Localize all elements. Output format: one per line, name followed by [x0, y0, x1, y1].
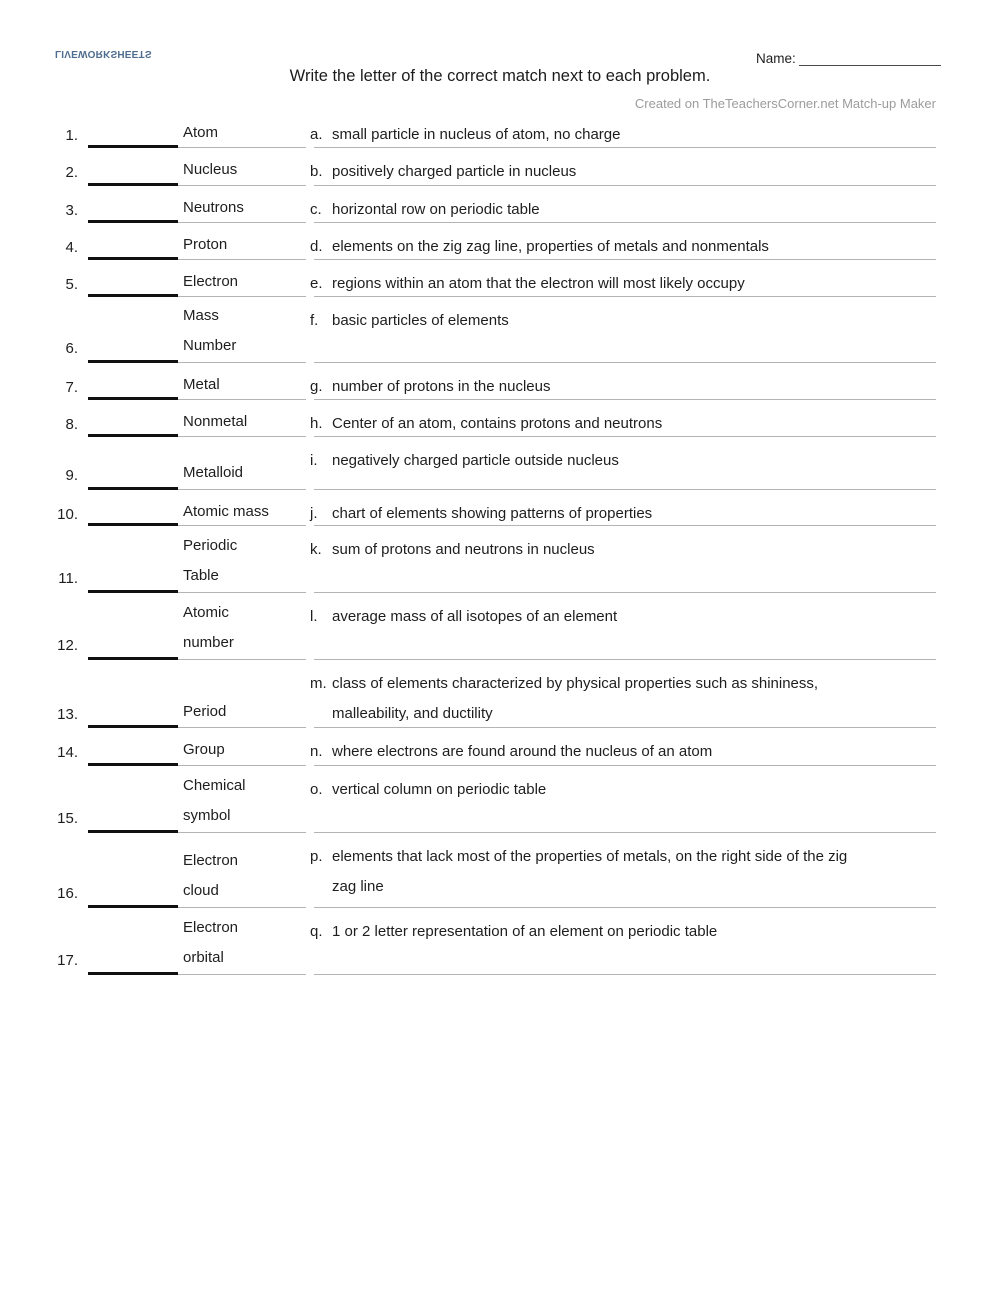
term-text: Table [183, 567, 219, 584]
term-text: orbital [183, 949, 224, 966]
answer-blank-cell [78, 593, 178, 660]
term-text: Chemical [183, 777, 246, 794]
choice-letter: n. [310, 743, 323, 760]
choice-letter: b. [310, 163, 323, 180]
term [178, 301, 305, 363]
definition [327, 593, 936, 632]
term-text: Electron [183, 852, 239, 869]
answer-blank-cell [78, 660, 178, 729]
credit-line: Created on TheTeachersCorner.net Match-up Maker [634, 96, 936, 111]
problem-number: 10. [57, 506, 78, 523]
term [178, 598, 305, 660]
term-text: Atom [183, 124, 219, 141]
problem-number: 12. [57, 637, 78, 654]
term [178, 735, 305, 767]
term [178, 267, 305, 299]
definition-text: horizontal row on periodic table [332, 201, 540, 218]
term-text: number [183, 634, 234, 651]
definition [327, 148, 936, 187]
choice-letter: m. [310, 675, 327, 692]
definition-text: average mass of all isotopes of an element [332, 608, 618, 625]
term-text: Mass [183, 307, 219, 324]
problem-number: 11. [58, 570, 78, 587]
choice-letter: j. [310, 505, 318, 522]
definition [327, 660, 936, 729]
answer-blank-cell [78, 526, 178, 593]
choice-letter: k. [310, 541, 322, 558]
answer-blank-cell [78, 908, 178, 975]
term-text: Nonmetal [183, 413, 248, 430]
definition [327, 363, 936, 402]
answer-blank-cell [78, 223, 178, 262]
term-text: cloud [183, 882, 219, 899]
problem-number: 9. [65, 467, 78, 484]
match-row [40, 593, 936, 660]
definition-text: zag line [332, 878, 384, 895]
definition [327, 490, 936, 529]
definition-text: elements that lack most of the properties of metals, on the right side of the zig [332, 848, 848, 865]
match-row [40, 297, 936, 363]
problem-number: 3. [65, 202, 78, 219]
definition-text: small particle in nucleus of atom, no charge [332, 126, 621, 143]
match-row [40, 908, 936, 975]
problem-number: 13. [57, 706, 78, 723]
definition [327, 526, 936, 565]
definition-text: positively charged particle in nucleus [332, 163, 577, 180]
definition-text: class of elements characterized by physical properties such as shininess, [332, 675, 819, 692]
name-input-line[interactable] [799, 50, 941, 66]
definition [327, 223, 936, 262]
liveworksheets-logo: LIVEWORKSHEETS [55, 48, 152, 59]
answer-blank-cell [78, 297, 178, 363]
answer-blank-cell [78, 363, 178, 402]
choice-letter: l. [310, 608, 318, 625]
problem-number: 14. [57, 744, 78, 761]
term-text: Period [183, 703, 227, 720]
definition-text: chart of elements showing patterns of properties [332, 505, 653, 522]
choice-letter: d. [310, 238, 323, 255]
term [178, 846, 305, 908]
answer-blank-cell [78, 833, 178, 908]
answer-blank-cell [78, 111, 178, 150]
problem-number: 15. [57, 810, 78, 827]
term [178, 913, 305, 975]
definition [327, 908, 936, 947]
term [178, 697, 305, 729]
answer-blank-cell [78, 437, 178, 490]
term-text: Atomic [183, 604, 229, 621]
definition-text: malleability, and ductility [332, 705, 493, 722]
answer-blank-cell [78, 400, 178, 439]
term-text: Electron [183, 273, 239, 290]
term-text: Group [183, 741, 225, 758]
name-field [756, 50, 941, 66]
choice-letter: o. [310, 781, 323, 798]
problem-number: 6. [65, 340, 78, 357]
match-row [40, 186, 936, 223]
term [178, 118, 305, 150]
answer-blank-cell [78, 766, 178, 833]
problem-number: 1. [65, 127, 78, 144]
choice-letter: a. [310, 126, 323, 143]
answer-blank-cell [78, 186, 178, 225]
match-row [40, 526, 936, 593]
term-text: Periodic [183, 537, 238, 554]
match-row [40, 148, 936, 186]
name-label: Name: [756, 51, 796, 66]
choice-letter: e. [310, 275, 323, 292]
choice-letter: g. [310, 378, 323, 395]
definition-text: basic particles of elements [332, 312, 509, 329]
term [178, 370, 305, 402]
answer-blank-cell [78, 260, 178, 299]
problem-number: 17. [57, 952, 78, 969]
match-row [40, 223, 936, 260]
problem-number: 16. [57, 885, 78, 902]
match-row [40, 260, 936, 297]
definition-text: 1 or 2 letter representation of an element on periodic table [332, 923, 718, 940]
definition [327, 437, 936, 476]
term-text: Atomic mass [183, 503, 269, 520]
problem-number: 5. [65, 276, 78, 293]
match-list [40, 111, 936, 975]
worksheet-instructions: Write the letter of the correct match next to each problem. [289, 67, 711, 85]
term-text: Proton [183, 236, 228, 253]
row-separator [178, 974, 306, 975]
answer-blank-cell [78, 148, 178, 187]
answer-blank-cell [78, 490, 178, 529]
definition-text: sum of protons and neutrons in nucleus [332, 541, 595, 558]
definition [327, 186, 936, 225]
term-text: Nucleus [183, 161, 238, 178]
match-row [40, 728, 936, 766]
answer-blank-line[interactable] [88, 972, 178, 975]
choice-letter: h. [310, 415, 323, 432]
answer-blank-cell [78, 728, 178, 767]
definition-text: Center of an atom, contains protons and neutrons [332, 415, 663, 432]
choice-letter: i. [310, 452, 318, 469]
definition [327, 111, 936, 150]
term [178, 458, 305, 490]
definition-text: elements on the zig zag line, properties of metals and nonmentals [332, 238, 769, 255]
term-text: Neutrons [183, 199, 244, 216]
definition [327, 260, 936, 299]
match-row [40, 437, 936, 490]
definition-text: number of protons in the nucleus [332, 378, 551, 395]
term [178, 155, 305, 187]
definition [327, 297, 936, 336]
definition-text: negatively charged particle outside nucleus [332, 452, 619, 469]
definition [327, 400, 936, 439]
definition-text: vertical column on periodic table [332, 781, 547, 798]
choice-letter: p. [310, 848, 323, 865]
row-separator [314, 974, 936, 975]
term-text: Metalloid [183, 464, 244, 481]
choice-letter: c. [310, 201, 322, 218]
definition-text: where electrons are found around the nucleus of an atom [332, 743, 713, 760]
choice-letter: f. [310, 312, 319, 329]
term [178, 771, 305, 833]
match-row [40, 833, 936, 908]
term [178, 407, 305, 439]
term-text: Metal [183, 376, 220, 393]
term [178, 193, 305, 225]
definition [327, 766, 936, 805]
definition [327, 833, 936, 902]
term [178, 531, 305, 593]
problem-number: 4. [65, 239, 78, 256]
match-row [40, 363, 936, 400]
problem-number: 2. [65, 164, 78, 181]
choice-letter: q. [310, 923, 323, 940]
match-row [40, 766, 936, 833]
problem-number: 8. [65, 416, 78, 433]
match-row [40, 400, 936, 437]
match-row [40, 660, 936, 728]
term-text: Number [183, 337, 237, 354]
term-text: Electron [183, 919, 239, 936]
problem-number: 7. [65, 379, 78, 396]
term [178, 230, 305, 262]
definition-text: regions within an atom that the electron will most likely occupy [332, 275, 745, 292]
match-row [40, 111, 936, 148]
match-row [40, 490, 936, 526]
definition [327, 728, 936, 767]
term-text: symbol [183, 807, 231, 824]
